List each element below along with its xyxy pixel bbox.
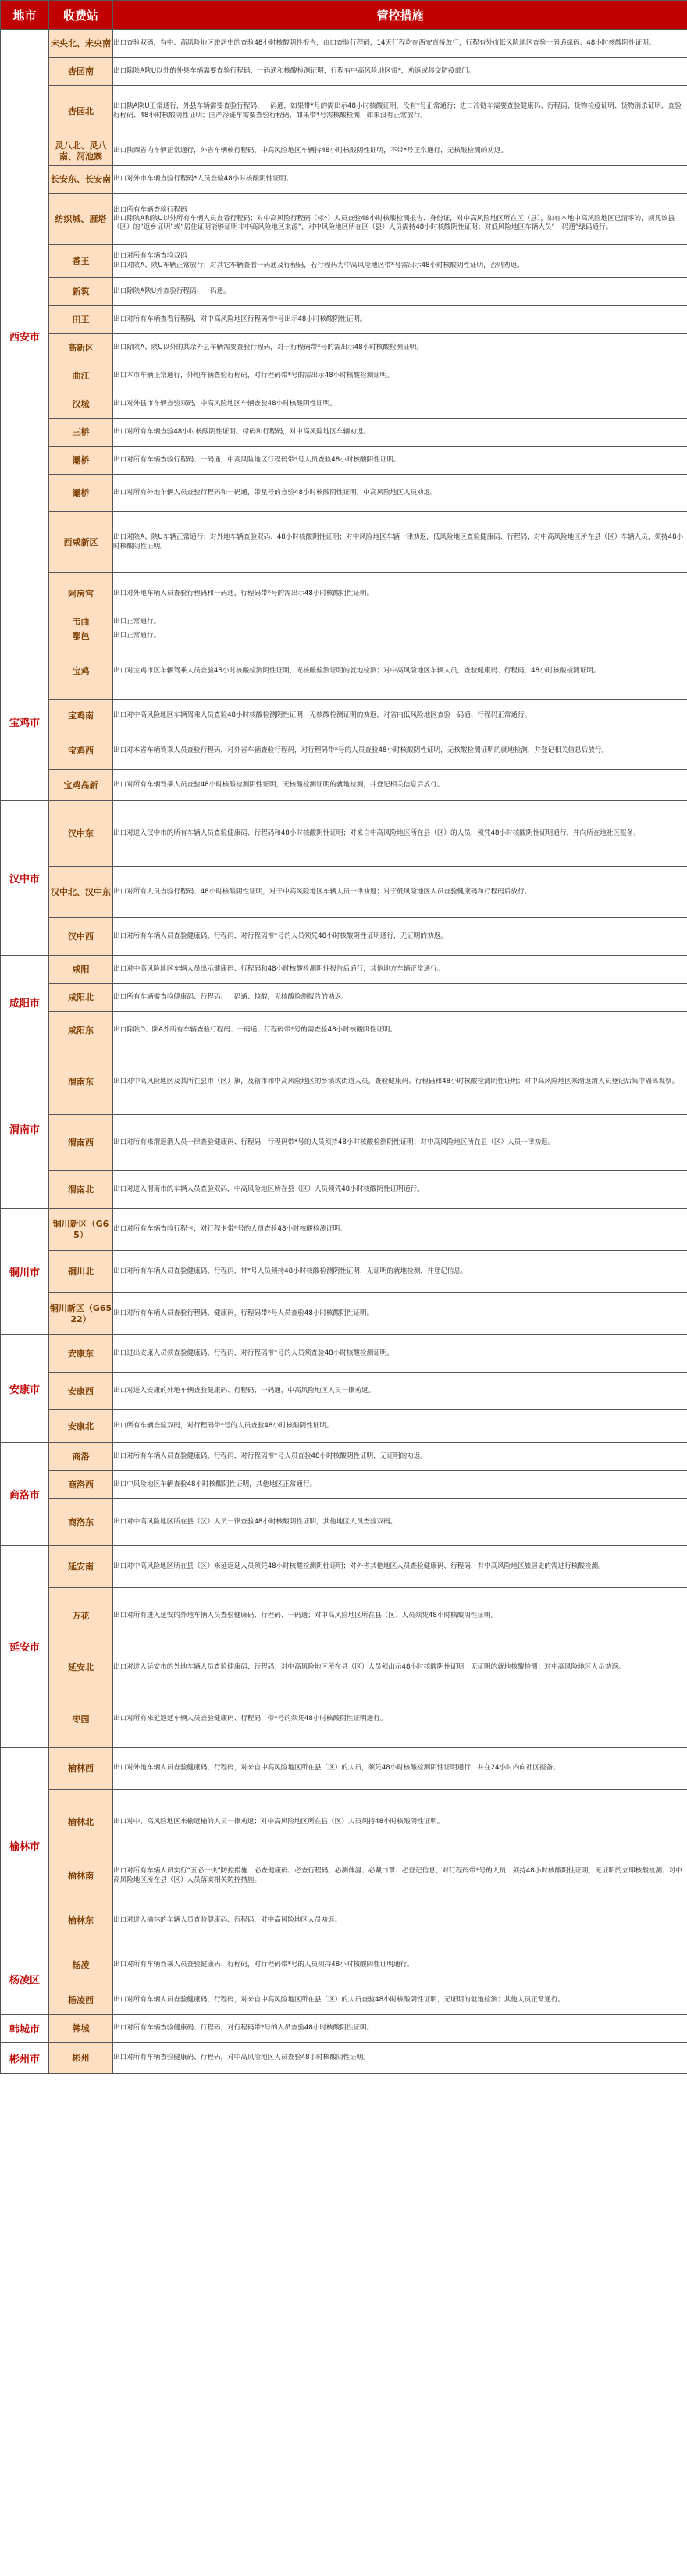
table-row xyxy=(1,86,687,137)
measure-text: 出口陕西省内车辆正常通行，外省车辆核行程码，中高风险地区车辆持48小时核酸阴性证明，不带*号正常通行，无核酸检测的劝返。 xyxy=(113,146,508,155)
station-cell: 杏园南 xyxy=(49,58,113,86)
measure-text: 出口对中高风险地区车辆驾乘人员查验48小时核酸检测阴性证明，无核酸检测证明的劝返，对省内低风险地区查验一码通、行程码正常通行。 xyxy=(113,711,532,719)
measure-text: 出口对所有车辆人员实行“五必一快”防控措施：必查健康码、必查行程码、必测体温、必戴口罩、必登记信息，对行程码带*号的人员，须持48小时核酸阴性证明，无证明的立即核酸检测；对中高风险地区所在县（区）人员落实相关防控措施。 xyxy=(113,1867,682,1884)
station-cell: 新筑 xyxy=(49,278,113,306)
station-cell: 延安南 xyxy=(49,1546,113,1588)
table-row xyxy=(1,867,687,918)
city-cell: 宝鸡市 xyxy=(1,643,49,801)
measure-text: 出口对所有车辆人员查验健康码、行程码，对来自中高风险地区所在县（区）的人员查验48小时核酸阴性证明，无证明的就地检测；其他人员正常通行。 xyxy=(113,1995,565,2004)
measures-cell xyxy=(113,1691,687,1748)
measure-text: 出口对中高风险地区车辆人员出示健康码、行程码和48小时核酸检测阴性报告后通行，其他地方车辆正常通行。 xyxy=(113,964,444,973)
table-row xyxy=(1,573,687,615)
measures-cell xyxy=(113,166,687,194)
measure-text: 出口所有车辆查验双码，对行程码带*号的人员查验48小时核酸阴性证明。 xyxy=(113,1421,333,1430)
measure-text: 出口对所有外地车辆人员查验行程码和一码通，带星号的查验48小时核酸阴性证明，中高风险地区人员劝返。 xyxy=(113,488,437,497)
measure-text: 出口对外市车辆查验行程码*人员查验48小时核酸阴性证明。 xyxy=(113,174,294,183)
measure-text: 出口对所有车辆查验健康码、行程码，对中高风险地区人员查验48小时核酸阴性证明。 xyxy=(113,2053,370,2061)
station-cell: 鄠邑 xyxy=(49,629,113,643)
station-cell: 高新区 xyxy=(49,334,113,362)
measure-text: 出口对所有车辆查验行程卡，对行程卡带*号的人员查验48小时核酸检测证明。 xyxy=(113,1224,347,1233)
measures-cell xyxy=(113,1171,687,1209)
city-cell: 渭南市 xyxy=(1,1049,49,1209)
measures-cell xyxy=(113,1546,687,1588)
table-row xyxy=(1,1251,687,1293)
measure-text: 出口对进入安康的外地车辆查验健康码、行程码、一码通，中高风险地区人员一律劝返。 xyxy=(113,1386,376,1395)
table-row xyxy=(1,1012,687,1049)
table-row xyxy=(1,1293,687,1335)
station-cell: 三桥 xyxy=(49,419,113,447)
station-cell: 商洛 xyxy=(49,1443,113,1471)
measures-cell xyxy=(113,1897,687,1944)
city-cell: 铜川市 xyxy=(1,1209,49,1335)
measures-cell xyxy=(113,390,687,419)
city-cell: 延安市 xyxy=(1,1546,49,1748)
measures-cell xyxy=(113,1855,687,1897)
station-cell: 阿房宫 xyxy=(49,573,113,615)
city-cell: 榆林市 xyxy=(1,1748,49,1944)
station-cell: 铜川新区（G6522） xyxy=(49,1293,113,1335)
measures-cell xyxy=(113,1790,687,1855)
measure-text: 出口对所有车辆查看行程码，对中高风险地区行程码带*号出示48小时核酸阴性证明。 xyxy=(113,315,367,323)
measures-cell xyxy=(113,245,687,278)
measures-cell xyxy=(113,629,687,643)
measure-text: 出口对所有车辆查验48小时核酸阴性证明、绿码和行程码，对中高风险地区车辆劝返。 xyxy=(113,427,370,436)
measure-text: 出口对中高风险地区所在县（区）人员一律查验48小时核酸阴性证明，其他地区人员查验双码。 xyxy=(113,1517,397,1526)
measure-text: 出口对所有车辆驾乘人员查验健康码、行程码，对行程码带*号的人员须持48小时核酸阴性证明通行。 xyxy=(113,1960,414,1969)
table-row xyxy=(1,137,687,166)
measure-text: 出口正常通行。 xyxy=(113,617,161,625)
table-row xyxy=(1,732,687,770)
measure-text: 出口对外地车辆人员查验行程码和一码通，行程码带*号的需出示48小时核酸阴性证明。 xyxy=(113,589,374,597)
measures-cell xyxy=(113,475,687,512)
measures-cell xyxy=(113,1335,687,1373)
measure-text: 出口对所有来渭返渭人员一律查验健康码、行程码，行程码带*号的人员须持48小时核酸检测阴性证明；对中高风险地区所在县（区）人员一律劝返。 xyxy=(113,1138,555,1146)
measure-text: 出口对进入汉中市的所有车辆人员查验健康码、行程码和48小时核酸阴性证明；对来自中高风险地区所在县（区）的人员，须凭48小时核酸阴性证明通行，并向所在地社区报备。 xyxy=(113,828,640,837)
measures-cell xyxy=(113,918,687,956)
table-row xyxy=(1,770,687,801)
station-cell: 灵八北、灵八南、河池寨 xyxy=(49,137,113,166)
measures-cell xyxy=(113,137,687,166)
table-row xyxy=(1,615,687,629)
measure-text: 出口对中高风险地区及其所在县市（区）旗，及辖市和中高风险地区的乡镇或街道人员，查验健康码、行程码和48小时核酸检测阴性证明；对中高风险地区来渭返渭人员登记后集中隔离观察。 xyxy=(113,1077,679,1085)
measures-cell xyxy=(113,732,687,770)
measures-cell xyxy=(113,1986,687,2015)
measures-cell xyxy=(113,419,687,447)
measures-cell xyxy=(113,643,687,700)
station-cell: 咸阳东 xyxy=(49,1012,113,1049)
measure-text: 出口对陕A、陕U车辆正常通行；对外地车辆查验双码、48小时核酸阴性证明；对中风险地区车辆一律劝返，低风险地区查验健康码、行程码，对中高风险地区所在县（区）车辆人员，须持48小时核酸阴性证明。 xyxy=(113,533,684,550)
city-cell: 杨凌区 xyxy=(1,1944,49,2015)
station-cell: 商洛西 xyxy=(49,1471,113,1499)
city-cell: 西安市 xyxy=(1,30,49,643)
station-cell: 杨凌西 xyxy=(49,1986,113,2015)
measures-cell xyxy=(113,984,687,1012)
station-cell: 铜川北 xyxy=(49,1251,113,1293)
table-row xyxy=(1,1644,687,1691)
table-row xyxy=(1,1049,687,1115)
table-row xyxy=(1,2043,687,2074)
measure-text: 出口查验双码，有中、高风险地区旅居史的查验48小时核酸阴性报告，由口查验行程码，14天行程均在西安直接放行，行程有外市低风险地区查验一码通绿码、48小时核酸阴性证明。 xyxy=(113,38,656,47)
table-row xyxy=(1,194,687,245)
measure-text: 出口除陕A、陕U以外的其余外县车辆需要查验行程码，对于行程码带*号的需出示48小时核酸检测证明。 xyxy=(113,343,423,351)
station-cell: 杨凌 xyxy=(49,1944,113,1986)
table-row xyxy=(1,166,687,194)
table-row xyxy=(1,475,687,512)
table-row xyxy=(1,306,687,334)
table-row xyxy=(1,984,687,1012)
table-row xyxy=(1,1115,687,1171)
station-cell: 彬州 xyxy=(49,2043,113,2074)
station-cell: 杏园北 xyxy=(49,86,113,137)
measure-text: 出口对中、高风险地区来榆返榆的人员一律劝返；对中高风险地区所在县（区）人员须持48小时核酸阴性证明。 xyxy=(113,1817,444,1826)
table-row xyxy=(1,629,687,643)
table-row xyxy=(1,1546,687,1588)
measure-text: 出口进出安康人员须查验健康码、行程码，对行程码带*号的人员须查验48小时核酸检测证明。 xyxy=(113,1349,393,1357)
station-cell: 渭南东 xyxy=(49,1049,113,1115)
table-row xyxy=(1,1443,687,1471)
table-row xyxy=(1,245,687,278)
table-row xyxy=(1,58,687,86)
station-cell: 枣园 xyxy=(49,1691,113,1748)
table-body xyxy=(1,30,687,2074)
station-cell: 宝鸡高新 xyxy=(49,770,113,801)
city-cell: 彬州市 xyxy=(1,2043,49,2074)
measures-cell xyxy=(113,770,687,801)
measures-cell xyxy=(113,2015,687,2043)
measures-cell xyxy=(113,1209,687,1251)
table-row xyxy=(1,700,687,732)
measures-cell xyxy=(113,58,687,86)
measures-cell xyxy=(113,1373,687,1410)
measure-text: 出口对所有进入延安的外地车辆人员查验健康码、行程码、一码通；对中高风险地区所在县（区）人员须凭48小时核酸阴性证明。 xyxy=(113,1611,498,1619)
measures-cell xyxy=(113,867,687,918)
station-cell: 安康北 xyxy=(49,1410,113,1443)
measure-text: 出口除陕A陕U以外的外县车辆需要查验行程码、一码通和核酸检测证明，行程有中高风险地区带*，劝返或移交防疫部门。 xyxy=(113,66,475,75)
station-cell: 汉中西 xyxy=(49,918,113,956)
measures-cell xyxy=(113,1443,687,1471)
table-row xyxy=(1,447,687,475)
station-cell: 铜川新区（G65） xyxy=(49,1209,113,1251)
measures-cell xyxy=(113,86,687,137)
table-row xyxy=(1,512,687,573)
city-cell: 韩城市 xyxy=(1,2015,49,2043)
station-cell: 西咸新区 xyxy=(49,512,113,573)
table-row xyxy=(1,419,687,447)
table-header-row xyxy=(1,1,687,30)
measures-cell xyxy=(113,334,687,362)
measures-cell xyxy=(113,1115,687,1171)
station-cell: 汉中北、汉中东 xyxy=(49,867,113,918)
station-cell: 田王 xyxy=(49,306,113,334)
table-row xyxy=(1,1588,687,1644)
measure-text: 出口对所有车辆驾乘人员查验48小时核酸检测阴性证明，无核酸检测证明的就地检测，并登记相关信息后放行。 xyxy=(113,780,444,789)
table-row xyxy=(1,1855,687,1897)
table-row xyxy=(1,278,687,306)
table-row xyxy=(1,1171,687,1209)
measure-text: 出口对陕A、陕U车辆正常放行；对其它车辆查看一码通及行程码，若行程码为中高风险地区带*号需出示48小时核酸阴性证明，否则劝返。 xyxy=(113,261,524,269)
station-cell: 纺织城、雁塔 xyxy=(49,194,113,245)
table-row xyxy=(1,1691,687,1748)
station-cell: 未央北、未央南 xyxy=(49,30,113,58)
table-row xyxy=(1,1790,687,1855)
measures-cell xyxy=(113,1471,687,1499)
table-row xyxy=(1,1410,687,1443)
measure-text: 出口除陕D、陕A外所有车辆查验行程码、一码通，行程码带*号的需查验48小时核酸阴性证明。 xyxy=(113,1025,397,1034)
measures-cell xyxy=(113,1644,687,1691)
measure-text: 出口除陕A陕U外查验行程码、一码通。 xyxy=(113,287,230,295)
measure-text: 出口对宝鸡市区车辆驾乘人员查验48小时核酸检测阴性证明，无核酸检测证明的就地检测；对中高风险地区车辆人员，查验健康码、行程码、48小时核酸检测证明。 xyxy=(113,666,600,675)
station-cell: 安康西 xyxy=(49,1373,113,1410)
measure-text: 出口对所有车辆人员查验健康码、行程码，对行程码带*号人员查验48小时核酸阴性证明，无证明的劝返。 xyxy=(113,1452,427,1460)
measure-text: 出口中风险地区车辆查验48小时核酸阴性证明，其他地区正常通行。 xyxy=(113,1480,317,1488)
measure-text: 出口对中高风险地区所在县（区）来延返延人员须凭48小时核酸检测阴性证明；对外省其他地区人员查验健康码、行程码，有中高风险地区旅居史的需进行核酸检测。 xyxy=(113,1562,605,1570)
header-station: 收费站 xyxy=(49,1,113,30)
table-row xyxy=(1,362,687,390)
table-row xyxy=(1,1944,687,1986)
station-cell: 汉城 xyxy=(49,390,113,419)
station-cell: 渭南西 xyxy=(49,1115,113,1171)
measure-text: 出口对进入渭南市的车辆人员查验双码，中高风险地区所在县（区）人员须凭48小时核酸阴性证明通行。 xyxy=(113,1185,424,1193)
measures-cell xyxy=(113,194,687,245)
station-cell: 韦曲 xyxy=(49,615,113,629)
measures-cell xyxy=(113,1748,687,1790)
station-cell: 长安东、长安南 xyxy=(49,166,113,194)
header-measures: 管控措施 xyxy=(113,1,687,30)
station-cell: 安康东 xyxy=(49,1335,113,1373)
station-cell: 灞桥 xyxy=(49,447,113,475)
table-row xyxy=(1,1897,687,1944)
station-cell: 渭南北 xyxy=(49,1171,113,1209)
measures-cell xyxy=(113,1293,687,1335)
measure-text: 出口本市车辆正常通行，外地车辆查验行程码，对行程码带*号的需出示48小时核酸检测证明。 xyxy=(113,371,393,379)
measures-cell xyxy=(113,447,687,475)
city-cell: 商洛市 xyxy=(1,1443,49,1546)
station-cell: 香王 xyxy=(49,245,113,278)
measures-cell xyxy=(113,362,687,390)
measure-text: 出口对本省车辆驾乘人员查验行程码，对外省车辆查验行程码，对行程码带*号的人员查验48小时核酸阴性证明，无核酸检测证明的就地检测，并登记相关信息后放行。 xyxy=(113,746,608,754)
table-row xyxy=(1,1986,687,2015)
measures-cell xyxy=(113,615,687,629)
table-row xyxy=(1,1499,687,1546)
table-row xyxy=(1,334,687,362)
header-city: 地市 xyxy=(1,1,49,30)
measures-cell xyxy=(113,1049,687,1115)
measure-text: 出口对所有人员查验行程码、48小时核酸阴性证明，对于中高风险地区车辆人员一律劝返；对于低风险地区人员查验健康码和行程码后放行。 xyxy=(113,887,532,896)
measures-cell xyxy=(113,1251,687,1293)
station-cell: 咸阳 xyxy=(49,956,113,984)
measures-cell xyxy=(113,278,687,306)
station-cell: 榆林西 xyxy=(49,1748,113,1790)
measure-text: 出口对所有车辆查验健康码、行程码，对行程码带*号的人员查验48小时核酸阴性证明。 xyxy=(113,2023,374,2032)
table-row xyxy=(1,1373,687,1410)
station-cell: 汉中东 xyxy=(49,801,113,867)
station-cell: 榆林东 xyxy=(49,1897,113,1944)
station-cell: 万花 xyxy=(49,1588,113,1644)
table-row xyxy=(1,30,687,58)
station-cell: 曲江 xyxy=(49,362,113,390)
station-cell: 咸阳北 xyxy=(49,984,113,1012)
measure-text: 出口对所有车辆查验行程码、一码通，中高风险地区行程码带*号人员查验48小时核酸阴性证明。 xyxy=(113,455,400,464)
measures-cell xyxy=(113,2043,687,2074)
table-row xyxy=(1,918,687,956)
measures-cell xyxy=(113,1410,687,1443)
table-row xyxy=(1,1209,687,1251)
measure-text: 出口所有车辆需查验健康码、行程码、一码通、核酸，无核酸检测报告的劝返。 xyxy=(113,992,348,1001)
measures-cell xyxy=(113,1499,687,1546)
city-cell: 安康市 xyxy=(1,1335,49,1443)
city-cell: 汉中市 xyxy=(1,801,49,956)
city-cell: 咸阳市 xyxy=(1,956,49,1049)
station-cell: 宝鸡 xyxy=(49,643,113,700)
table-row xyxy=(1,1471,687,1499)
table-row xyxy=(1,390,687,419)
station-cell: 宝鸡西 xyxy=(49,732,113,770)
measure-text: 出口对外县市车辆查验双码，中高风险地区车辆查验48小时核酸阴性证明。 xyxy=(113,399,336,408)
measure-text: 出口除陕A和陕U以外所有车辆人员查看行程码；对中高风险行程码（标*）人员查验48小时核酸检测报告、身份证，对中高风险地区所在区（县），如有本地中高风险地区已清零的，须凭该县（区）的“返乡证明”或“居住证明能够证明非中高风险地区来源”，对中风险地区所在区（县）人员需持48小时核酸阴性证明；对低风险地区车辆人员“一码通”绿码通行。 xyxy=(113,214,675,232)
table-row xyxy=(1,1748,687,1790)
station-cell: 榆林北 xyxy=(49,1790,113,1855)
measures-cell xyxy=(113,956,687,984)
table-row xyxy=(1,956,687,984)
measure-text: 出口对外地车辆人员查验健康码、行程码，对来自中高风险地区所在县（区）的人员，须凭48小时核酸检测阴性证明通行，并在24小时内向社区报备。 xyxy=(113,1763,560,1772)
measure-text: 出口所有车辆查验行程码 xyxy=(113,205,187,214)
measures-cell xyxy=(113,512,687,573)
measures-cell xyxy=(113,30,687,58)
measures-cell xyxy=(113,700,687,732)
measures-cell xyxy=(113,1588,687,1644)
measures-cell xyxy=(113,1012,687,1049)
station-cell: 宝鸡南 xyxy=(49,700,113,732)
measure-text: 出口对所有来延返延车辆人员查验健康码、行程码，带*号的须凭48小时核酸阴性证明通行。 xyxy=(113,1714,387,1723)
measure-text: 出口对进入延安市的外地车辆人员查验健康码、行程码；对中高风险地区所在县（区）人员须出示48小时核酸阴性证明，无证明的就地核酸检测；对中高风险地区人员劝返。 xyxy=(113,1662,625,1671)
measures-cell xyxy=(113,306,687,334)
station-cell: 灞桥 xyxy=(49,475,113,512)
table-row xyxy=(1,2015,687,2043)
measure-text: 出口陕A陕U正常通行，外县车辆需要查验行程码、一码通，如果带*号的需出示48小时核酸证明，没有*号正常通行；进口冷链车需要查验健康码、行程码、货物检疫证明、货物消杀证明，查验行程码、48小时核酸阴性证明；国产冷链车需要查验行程码，如果带*号需核酸检测，如果没有正常放行。 xyxy=(113,102,682,119)
measures-cell xyxy=(113,1944,687,1986)
measure-text: 出口对所有车辆查验双码 xyxy=(113,252,187,261)
station-cell: 榆林南 xyxy=(49,1855,113,1897)
measure-text: 出口对进入榆林的车辆人员查验健康码、行程码，对中高风险地区人员劝返。 xyxy=(113,1915,342,1924)
table-row xyxy=(1,801,687,867)
station-cell: 延安北 xyxy=(49,1644,113,1691)
station-cell: 韩城 xyxy=(49,2015,113,2043)
measure-text: 出口对所有车辆人员查验健康码、行程码，对行程码带*号的人员须凭48小时核酸阴性证明通行，无证明的劝返。 xyxy=(113,932,447,940)
measure-text: 出口对所有车辆人员查验行程码、健康码，行程码带*号人员查验48小时核酸阴性证明。 xyxy=(113,1309,374,1317)
measure-text: 出口对所有车辆人员查验健康码、行程码，带*号人员须持48小时核酸检测阴性证明，无证明的就地检测，并登记信息。 xyxy=(113,1267,468,1275)
table-row xyxy=(1,643,687,700)
measure-text: 出口正常通行。 xyxy=(113,631,161,640)
table-row xyxy=(1,1335,687,1373)
station-cell: 商洛东 xyxy=(49,1499,113,1546)
measures-cell xyxy=(113,573,687,615)
measures-cell xyxy=(113,801,687,867)
